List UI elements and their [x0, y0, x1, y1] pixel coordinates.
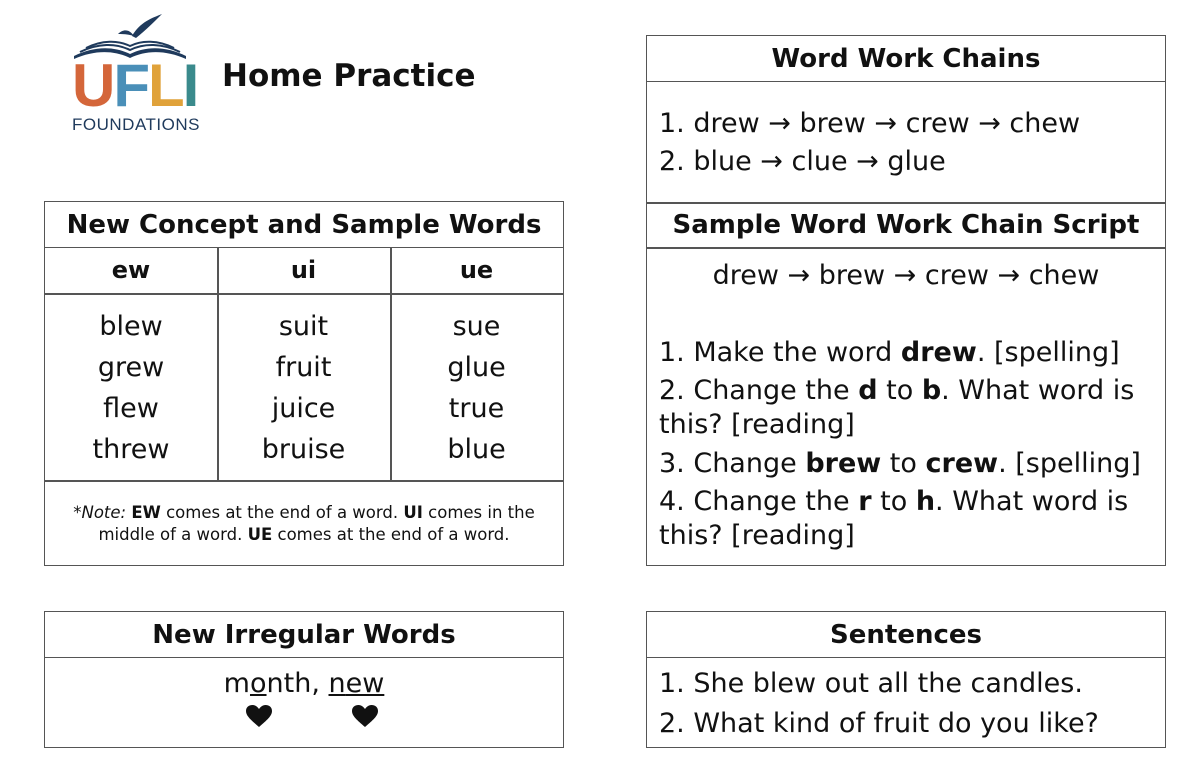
chains-box — [646, 35, 1166, 566]
sample-word: flew — [103, 393, 159, 424]
logo-letter-l: L — [148, 52, 183, 119]
column-header-ui: ui — [290, 256, 317, 284]
divider — [45, 480, 563, 482]
sample-word: fruit — [275, 352, 332, 383]
heart-icon — [351, 704, 379, 728]
irregular-title: New Irregular Words — [45, 612, 563, 658]
sentence: 2. What kind of fruit do you like? — [659, 708, 1099, 739]
divider — [647, 247, 1165, 249]
irregular-word-new: new — [328, 668, 385, 699]
sample-word: true — [448, 393, 505, 424]
logo-letter-f: F — [113, 52, 148, 119]
chain-line: 1. drew → brew → crew → chew — [659, 108, 1081, 139]
column-header-ue: ue — [459, 256, 494, 284]
note-line-1: *Note: EW comes at the end of a word. UI comes in the — [73, 503, 535, 522]
logo-wordmark — [72, 52, 198, 119]
page-title: Home Practice — [222, 58, 476, 94]
sample-word: sue — [452, 311, 501, 342]
sample-word: blew — [99, 311, 163, 342]
irregular-box — [44, 611, 564, 748]
script-step-2-cont: this? [reading] — [659, 409, 855, 440]
word-column-ue — [390, 306, 563, 470]
concept-title: New Concept and Sample Words — [45, 202, 563, 248]
divider — [45, 293, 563, 295]
word-column-ew — [45, 306, 217, 470]
script-step-4: 4. Change the r to h. What word is — [659, 486, 1129, 517]
concept-box — [44, 201, 564, 566]
sample-word: bruise — [261, 434, 346, 465]
sample-word: suit — [278, 311, 329, 342]
chains-title: Word Work Chains — [647, 36, 1165, 82]
sentences-box — [646, 611, 1166, 748]
sample-word: grew — [97, 352, 165, 383]
note-line-2: middle of a word. UE comes at the end of a word. — [98, 525, 510, 544]
logo-subtitle: FOUNDATIONS — [72, 115, 200, 134]
script-step-3: 3. Change brew to crew. [spelling] — [659, 448, 1141, 479]
irregular-words — [45, 668, 563, 699]
sample-word: threw — [92, 434, 170, 465]
logo-letter-u: U — [72, 52, 114, 119]
chain-line: 2. blue → clue → glue — [659, 146, 946, 177]
irregular-word-month: month, — [223, 668, 329, 699]
script-chain: drew → brew → crew → chew — [712, 260, 1100, 291]
concept-note — [45, 502, 563, 546]
column-header-ew: ew — [111, 256, 151, 284]
ufli-logo — [70, 12, 200, 137]
script-step-1: 1. Make the word drew. [spelling] — [659, 337, 1120, 368]
sample-word: juice — [271, 393, 336, 424]
word-column-ui — [217, 306, 390, 470]
heart-icon — [245, 704, 273, 728]
sample-word: glue — [447, 352, 506, 383]
sentences-title: Sentences — [647, 612, 1165, 658]
sample-word: blue — [447, 434, 506, 465]
sentence: 1. She blew out all the candles. — [659, 668, 1083, 699]
logo-letter-i: I — [182, 52, 198, 119]
script-step-2: 2. Change the d to b. What word is — [659, 375, 1135, 406]
script-title: Sample Word Work Chain Script — [672, 210, 1140, 240]
script-step-4-cont: this? [reading] — [659, 520, 855, 551]
